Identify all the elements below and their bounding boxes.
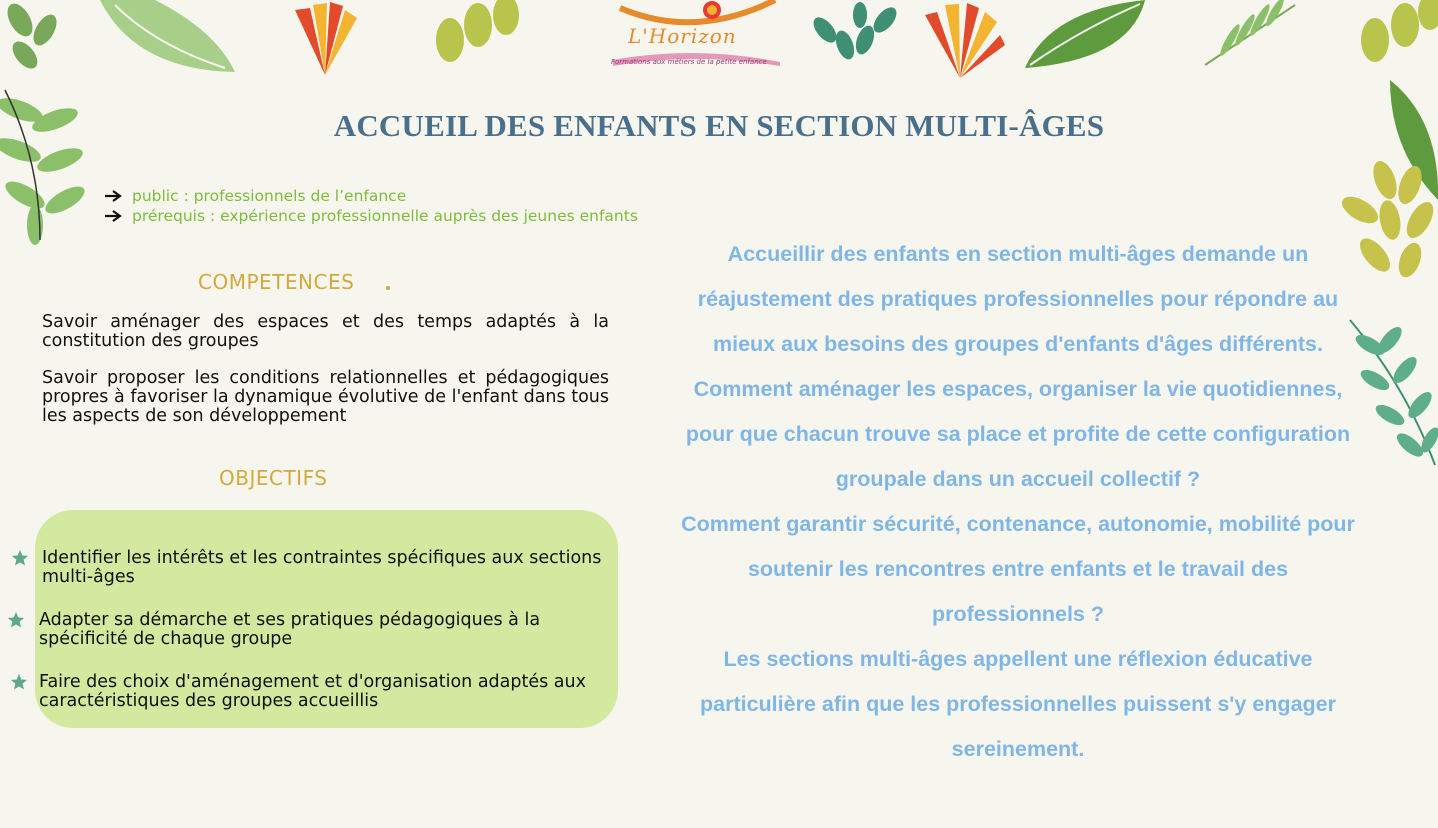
description-paragraph-1: Accueillir des enfants en section multi-âges demande un réajustement des pratiques professionnelles pour répondre au mieux aux besoins des groupes d'enfants d'âges différents.: [697, 242, 1339, 356]
audience-info: [104, 186, 638, 226]
public-line: [104, 186, 638, 206]
competences-heading: COMPETENCES: [198, 270, 355, 294]
leaf-decoration-top-7: [1200, 0, 1300, 70]
competence-item-2: Savoir proposer les conditions relationnelles et pédagogiques propres à favoriser la dynamique évolutive de l'enfant dans tous les aspects de son développement: [42, 368, 609, 426]
page-title: ACCUEIL DES ENFANTS EN SECTION MULTI-ÂGES: [333, 108, 1105, 143]
heading-dot: [386, 286, 390, 290]
arrow-right-icon: [104, 209, 124, 223]
objectif-item-2: Adapter sa démarche et ses pratiques pédagogiques à la spécificité de chaque groupe: [39, 610, 541, 649]
arrow-right-icon: [104, 189, 124, 203]
prerequis-line: [104, 206, 638, 226]
leaf-decoration-top-right: [1350, 0, 1438, 70]
competence-item-1: Savoir aménager des espaces et des temps adaptés à la constitution des groupes: [42, 312, 609, 351]
logo: [605, 0, 785, 75]
objectif-item-1: Identifier les intérêts et les contraintes spécifiques aux sections multi-âges: [42, 548, 602, 587]
star-icon: [7, 611, 25, 629]
prerequis-text: prérequis : expérience professionnelle auprès des jeunes enfants: [132, 207, 638, 225]
description-paragraph-4: Les sections multi-âges appellent une réflexion éducative particulière afin que les professionnelles puissent s'y engager sereinement.: [700, 647, 1336, 761]
leaf-decoration-top-4: [810, 0, 905, 70]
public-text: public : professionnels de l’enfance: [132, 187, 407, 205]
objectifs-heading: OBJECTIFS: [219, 466, 328, 490]
course-description: [672, 232, 1364, 772]
leaf-decoration-top-1: [95, 0, 245, 75]
description-paragraph-3: Comment garantir sécurité, contenance, autonomie, mobilité pour soutenir les rencontres entre enfants et le travail des professionnels ?: [681, 512, 1355, 626]
leaf-decoration-top-3: [428, 0, 523, 70]
logo-tagline: Formations aux métiers de la petite enfance: [611, 58, 767, 66]
logo-name: L'Horizon: [628, 24, 737, 48]
leaf-decoration-top-2: [285, 0, 365, 80]
leaf-decoration-top-5: [915, 0, 1010, 80]
objectif-item-3: Faire des choix d'aménagement et d'organisation adaptés aux caractéristiques des groupes accueillis: [39, 672, 586, 711]
star-icon: [11, 549, 29, 567]
description-paragraph-2: Comment aménager les espaces, organiser la vie quotidiennes, pour que chacun trouve sa place et profite de cette configuration groupale dans un accueil collectif ?: [685, 377, 1351, 491]
star-icon: [10, 673, 28, 691]
leaf-decoration-top-6: [1020, 0, 1150, 70]
